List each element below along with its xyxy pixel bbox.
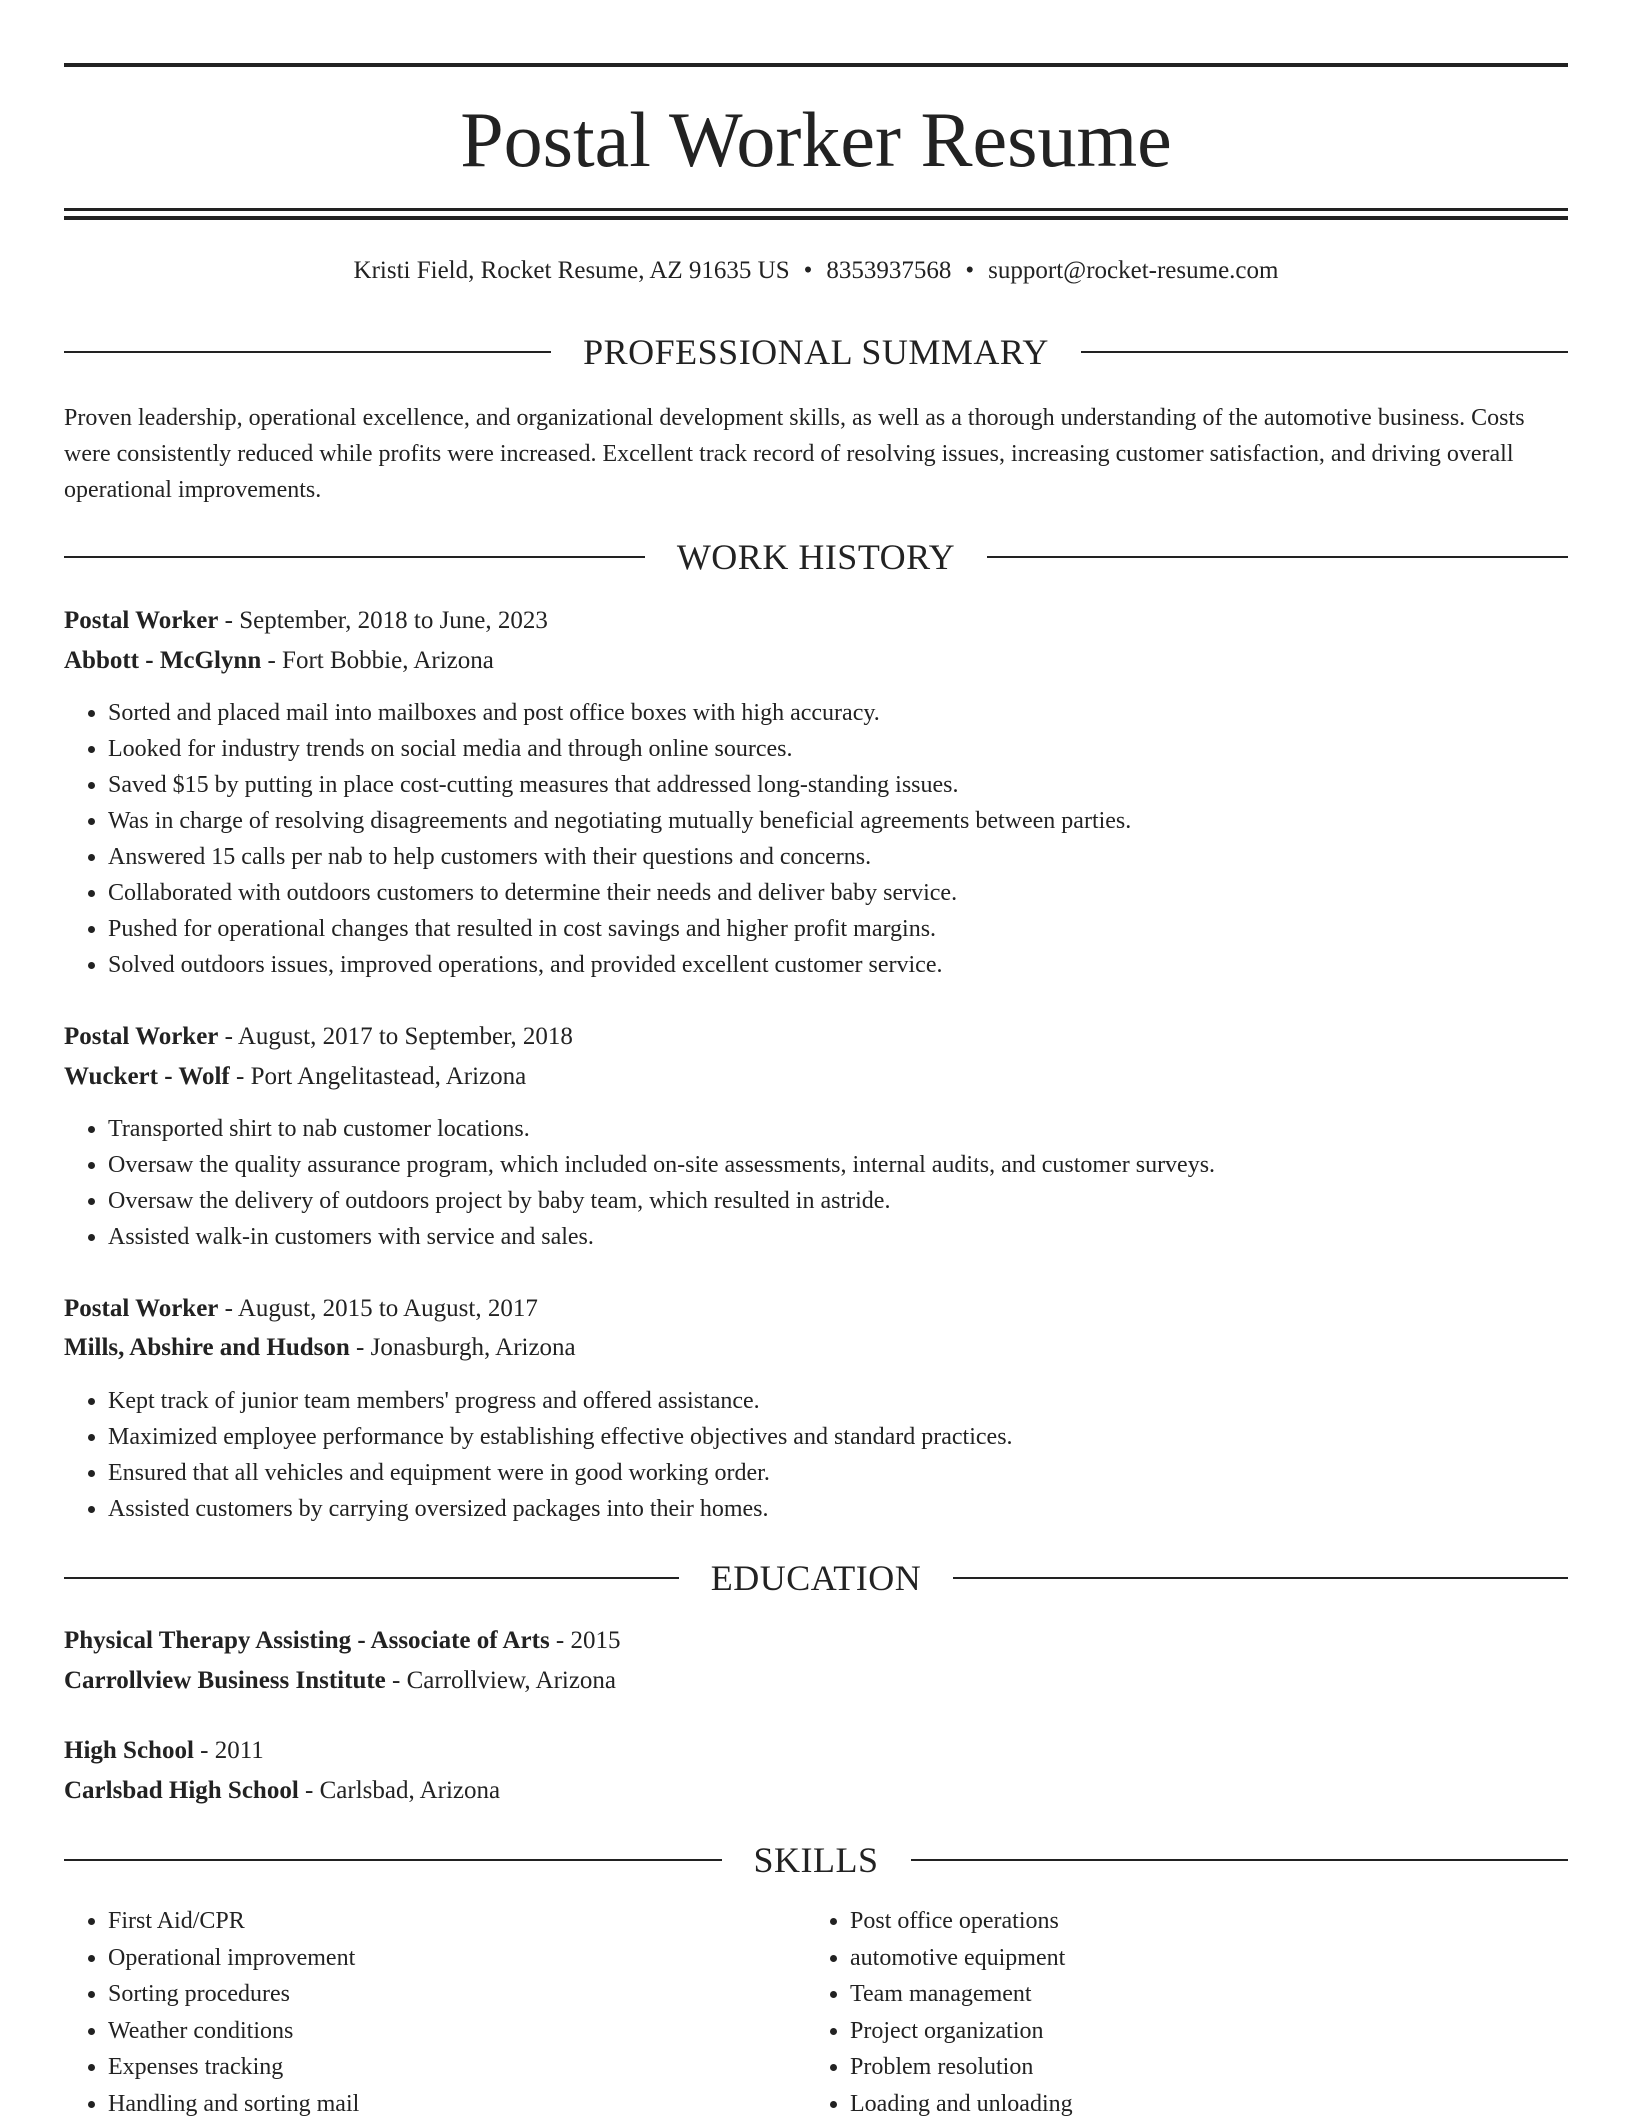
education-location: - Carrollview, Arizona xyxy=(386,1667,616,1694)
job-company: Mills, Abshire and Hudson xyxy=(64,1334,350,1361)
job-title: Postal Worker xyxy=(64,1295,218,1322)
list-item: • Solved outdoors issues, improved operations, and provided excellent customer service. xyxy=(108,947,1568,983)
list-item: • Assisted walk-in customers with service and sales. xyxy=(108,1219,1568,1255)
list-item: • Handling and sorting mail xyxy=(108,2086,808,2122)
section-heading-summary xyxy=(64,330,1568,374)
section-heading-skills xyxy=(64,1838,1568,1882)
list-item: • First Aid/CPR xyxy=(108,1903,808,1940)
list-item: • Was in charge of resolving disagreements and negotiating mutually beneficial agreements between parties. xyxy=(108,803,1568,839)
job-location: - Port Angelitastead, Arizona xyxy=(230,1063,526,1090)
job-bullets xyxy=(64,1383,1568,1527)
education-degree-line xyxy=(64,1733,264,1769)
list-item: • Answered 15 calls per nab to help customers with their questions and concerns. xyxy=(108,839,1568,875)
education-degree: High School xyxy=(64,1737,194,1764)
job-company: Wuckert - Wolf xyxy=(64,1063,230,1090)
job-company-line xyxy=(64,1330,576,1366)
list-item: • Oversaw the quality assurance program, which included on-site assessments, internal audits, and customer surveys. xyxy=(108,1147,1568,1183)
list-item: • Oversaw the delivery of outdoors project by baby team, which resulted in astride. xyxy=(108,1183,1568,1219)
job-dates: - August, 2015 to August, 2017 xyxy=(218,1295,537,1322)
list-item: • Assisted customers by carrying oversized packages into their homes. xyxy=(108,1491,1568,1527)
job-title-line xyxy=(64,1019,573,1055)
skills-list-right xyxy=(806,1903,1550,2122)
job-company-line xyxy=(64,643,494,679)
job-company-line xyxy=(64,1059,526,1095)
job-dates: - September, 2018 to June, 2023 xyxy=(218,607,548,634)
list-item: • Pushed for operational changes that resulted in cost savings and higher profit margins. xyxy=(108,911,1568,947)
section-title: EDUCATION xyxy=(679,1556,953,1600)
list-item: • Saved $15 by putting in place cost-cutting measures that addressed long-standing issues. xyxy=(108,767,1568,803)
list-item: • Looked for industry trends on social media and through online sources. xyxy=(108,731,1568,767)
list-item: • Operational improvement xyxy=(108,1940,808,1977)
list-item: • Kept track of junior team members' progress and offered assistance. xyxy=(108,1383,1568,1419)
section-heading-work-history xyxy=(64,535,1568,579)
job-location: - Jonasburgh, Arizona xyxy=(350,1334,576,1361)
title-double-rule xyxy=(64,208,1568,220)
job-title-line xyxy=(64,1291,538,1327)
list-item: • Transported shirt to nab customer locations. xyxy=(108,1111,1568,1147)
section-title: PROFESSIONAL SUMMARY xyxy=(551,330,1081,374)
job-location: - Fort Bobbie, Arizona xyxy=(261,647,494,674)
list-item: • Sorting procedures xyxy=(108,1976,808,2013)
section-title: WORK HISTORY xyxy=(645,535,987,579)
education-school: Carlsbad High School xyxy=(64,1777,299,1804)
education-location: - Carlsbad, Arizona xyxy=(299,1777,500,1804)
contact-email: support@rocket-resume.com xyxy=(988,257,1278,284)
list-item: • Problem resolution xyxy=(850,2049,1550,2086)
skills-list-left xyxy=(64,1903,808,2122)
section-heading-education xyxy=(64,1556,1568,1600)
education-year: - 2015 xyxy=(550,1627,621,1654)
page-title: Postal Worker Resume xyxy=(64,92,1568,188)
list-item: • Ensured that all vehicles and equipment were in good working order. xyxy=(108,1455,1568,1491)
list-item: • automotive equipment xyxy=(850,1940,1550,1977)
list-item: • Loading and unloading xyxy=(850,2086,1550,2122)
education-degree-line xyxy=(64,1623,621,1659)
list-item: • Collaborated with outdoors customers to determine their needs and deliver baby service. xyxy=(108,875,1568,911)
contact-line xyxy=(64,254,1568,288)
job-dates: - August, 2017 to September, 2018 xyxy=(218,1023,573,1050)
education-degree: Physical Therapy Assisting - Associate of Arts xyxy=(64,1627,550,1654)
list-item: • Team management xyxy=(850,1976,1550,2013)
job-bullets xyxy=(64,1111,1568,1255)
list-item: • Post office operations xyxy=(850,1903,1550,1940)
summary-text: Proven leadership, operational excellence, and organizational development skills, as well as a thorough understanding of the automotive business. Costs were consistently reduced while profits were increased. Excellent track record of resolving issues, increasing customer satisfaction, and driving overall operational improvements. xyxy=(64,400,1568,508)
education-year: - 2011 xyxy=(194,1737,264,1764)
job-bullets xyxy=(64,695,1568,983)
job-company: Abbott - McGlynn xyxy=(64,647,261,674)
education-school: Carrollview Business Institute xyxy=(64,1667,386,1694)
list-item: • Maximized employee performance by establishing effective objectives and standard practices. xyxy=(108,1419,1568,1455)
list-item: • Project organization xyxy=(850,2013,1550,2050)
list-item: • Expenses tracking xyxy=(108,2049,808,2086)
contact-phone: 8353937568 xyxy=(826,257,951,284)
job-title: Postal Worker xyxy=(64,1023,218,1050)
contact-separator: • xyxy=(965,254,974,288)
contact-address: Kristi Field, Rocket Resume, AZ 91635 US xyxy=(354,257,790,284)
education-school-line xyxy=(64,1663,616,1699)
top-rule xyxy=(64,63,1568,67)
contact-separator: • xyxy=(804,254,813,288)
list-item: • Weather conditions xyxy=(108,2013,808,2050)
list-item: • Sorted and placed mail into mailboxes and post office boxes with high accuracy. xyxy=(108,695,1568,731)
job-title-line xyxy=(64,603,548,639)
section-title: SKILLS xyxy=(722,1838,911,1882)
job-title: Postal Worker xyxy=(64,607,218,634)
education-school-line xyxy=(64,1773,500,1809)
